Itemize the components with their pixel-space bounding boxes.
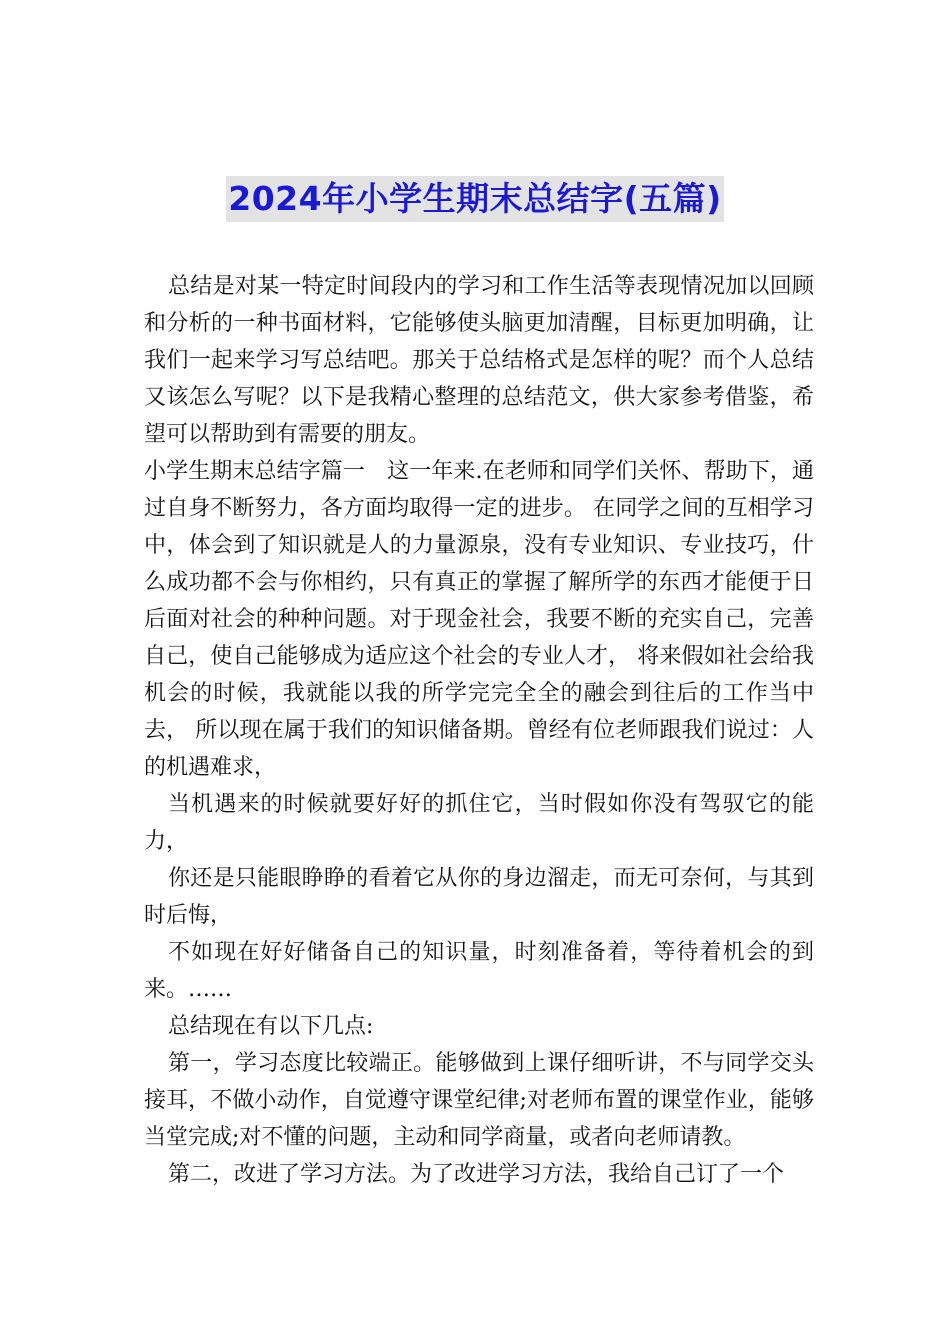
paragraph-opportunity: 当机遇来的时候就要好好的抓住它，当时假如你没有驾驭它的能力， (144, 792, 814, 854)
paragraph-regret: 你还是只能眼睁睁的看着它从你的身边溜走，而无可奈何，与其到时后悔， (144, 866, 814, 928)
document-body (144, 268, 814, 1193)
paragraph-summary-points: 总结现在有以下几点: (168, 1014, 374, 1039)
title-wrap (0, 176, 950, 222)
paragraph-point-two: 第二，改进了学习方法。为了改进学习方法，我给自己订了一个 (168, 1162, 785, 1187)
document-title: 2024年小学生期末总结字(五篇) (226, 176, 724, 222)
paragraph-point-one: 第一，学习态度比较端正。能够做到上课仔细听讲，不与同学交头接耳，不做小动作，自觉遵守课堂纪律;对老师布置的课堂作业，能够当堂完成;对不懂的问题，主动和同学商量，或者向老师请教。 (144, 1051, 814, 1150)
paragraph-prepare: 不如现在好好储备自己的知识量，时刻准备着，等待着机会的到来。…… (144, 940, 814, 1002)
paragraph-section-one: 小学生期末总结字篇一 这一年来.在老师和同学们关怀、帮助下，通过自身不断努力，各方面均取得一定的进步。 在同学之间的互相学习中，体会到了知识就是人的力量源泉，没有专业知识、专业技巧，什么成功都不会与你相约，只有真正的掌握了解所学的东西才能便于日后面对社会的种种问题。对于现金社会，我要不断的充实自己，完善自己，使自己能够成为适应这个社会的专业人才， 将来假如社会给我机会的时候，我就能以我的所学完完全全的融会到往后的工作当中去， 所以现在属于我们的知识储备期。曾经有位老师跟我们说过：人的机遇难求， (144, 459, 814, 780)
paragraph-intro: 总结是对某一特定时间段内的学习和工作生活等表现情况加以回顾和分析的一种书面材料，它能够使头脑更加清醒，目标更加明确，让我们一起来学习写总结吧。那关于总结格式是怎样的呢？而个人总结又该怎么写呢？以下是我精心整理的总结范文，供大家参考借鉴，希望可以帮助到有需要的朋友。 (144, 274, 814, 447)
